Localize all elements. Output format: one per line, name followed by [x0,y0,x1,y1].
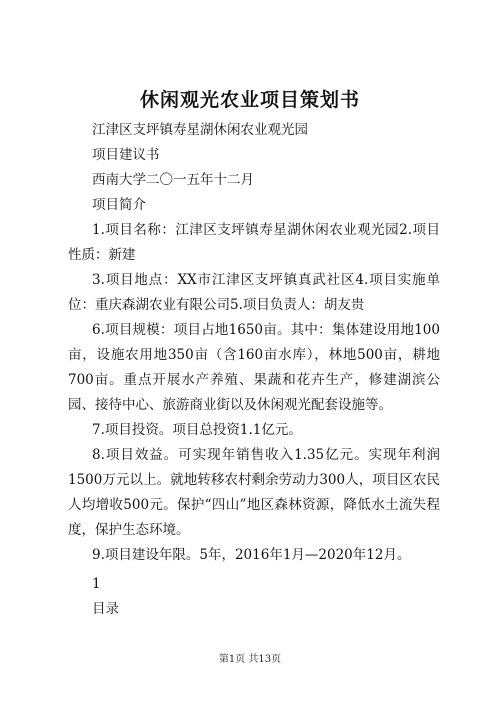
paragraph-project-site: 3.项目地点：XX市江津区支坪镇真武社区4.项目实施单位：重庆森湖农业有限公司5.项目负责人：胡友贵 [68,272,440,313]
paragraph-project-name: 1.项目名称：江津区支坪镇寿星湖休闲农业观光园2.项目性质：新建 [68,222,440,263]
paragraph-project-scale: 6.项目规模：项目占地1650亩。其中：集体建设用地100亩，设施农用地350亩（含160亩水库），林地500亩，耕地700亩。重点开展水产养殖、果蔬和花卉生产，修建湖滨公园、接待中心、旅游商业街以及休闲观光配套设施等。 [68,322,440,413]
toc-heading: 目录 [92,601,119,617]
section-heading-intro: 项目简介 [92,197,146,213]
paragraph-investment: 7.项目投资。项目总投资1.1亿元。 [92,422,302,438]
paragraph-timeline: 9.项目建设年限。5年，2016年1月—2020年12月。 [92,547,411,563]
page-footer: 第1页 共13页 [218,654,282,665]
document-title: 休闲观光农业项目策划书 [139,89,360,111]
page-number-mark: 1 [92,576,101,592]
paragraph-benefits: 8.项目效益。可实现年销售收入1.35亿元。实现年利润1500万元以上。就地转移农村剩余劳动力300人，项目区农民人均增收500元。保护“四山”地区森林资源，降低水土流失程度，保护生态环境。 [68,447,440,538]
author-date-line: 西南大学二〇一五年十二月 [92,172,254,188]
proposal-label: 项目建议书 [92,147,160,163]
project-location-line: 江津区支坪镇寿星湖休闲农业观光园 [92,122,308,138]
